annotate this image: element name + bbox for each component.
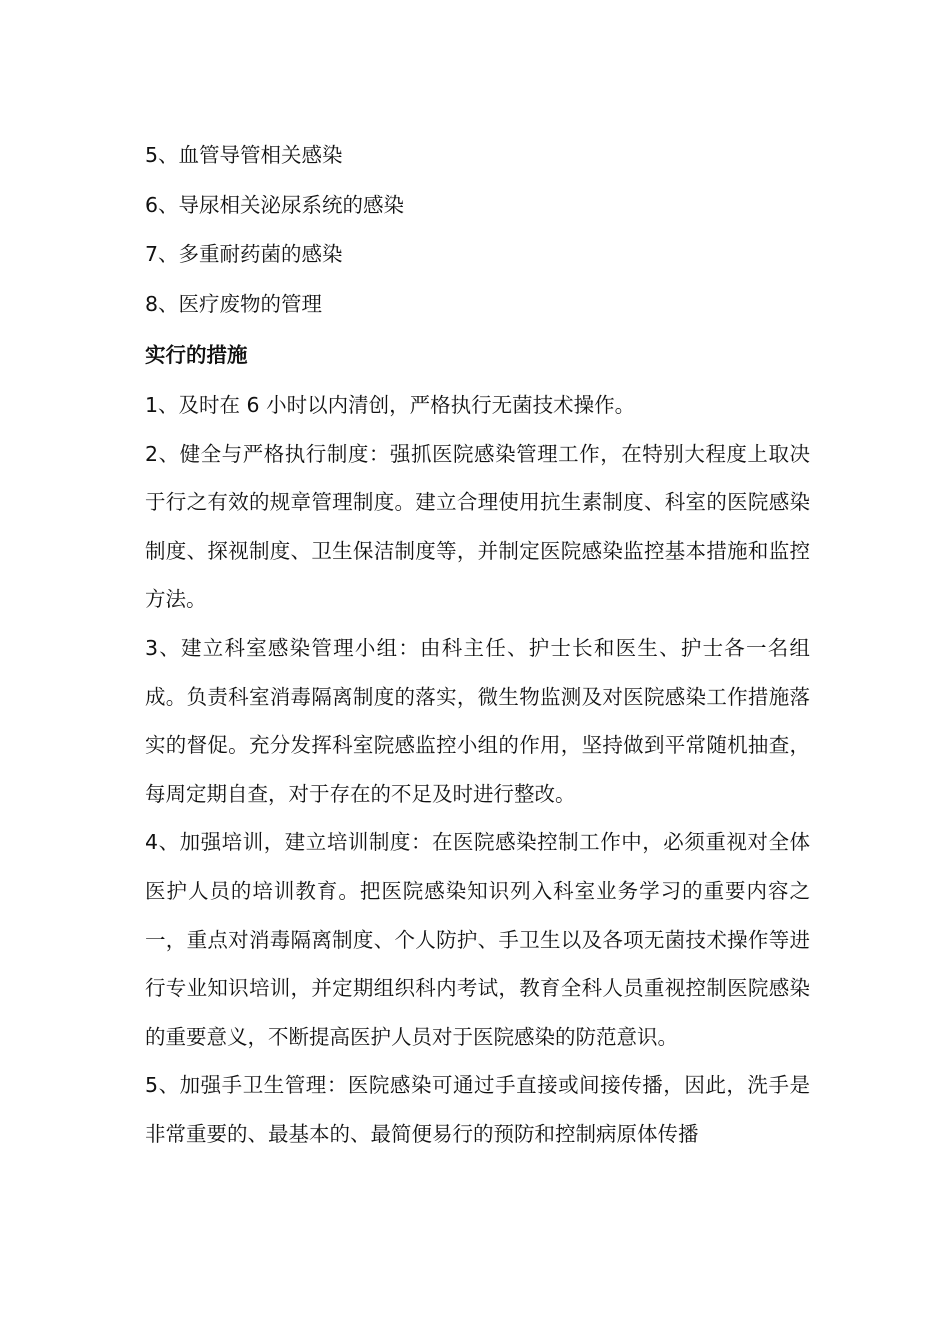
document-body (145, 131, 810, 1159)
measure-paragraph-1: 1、及时在 6 小时以内清创，严格执行无菌技术操作。 (145, 393, 636, 417)
section-heading: 实行的措施 (145, 343, 248, 367)
list-item-6: 6、导尿相关泌尿系统的感染 (145, 192, 405, 217)
list-item-7: 7、多重耐药菌的感染 (145, 242, 343, 266)
measure-paragraph-2: 2、健全与严格执行制度：强抓医院感染管理工作，在特别大程度上取决于行之有效的规章管理制度。建立合理使用抗生素制度、科室的医院感染制度、探视制度、卫生保洁制度等，并制定医院感染监控基本措施和监控方法。 (145, 441, 810, 612)
list-item-8: 8、医疗废物的管理 (145, 291, 323, 316)
measure-paragraph-3: 3、建立科室感染管理小组：由科主任、护士长和医生、护士各一名组成。负责科室消毒隔离制度的落实，微生物监测及对医院感染工作措施落实的督促。充分发挥科室院感监控小组的作用，坚持做到平常随机抽查，每周定期自查，对于存在的不足及时进行整改。 (145, 635, 810, 806)
measure-paragraph-5: 5、加强手卫生管理：医院感染可通过手直接或间接传播，因此，洗手是非常重要的、最基本的、最简便易行的预防和控制病原体传播 (145, 1073, 810, 1146)
list-item-5: 5、血管导管相关感染 (145, 143, 343, 167)
measure-paragraph-4: 4、加强培训，建立培训制度：在医院感染控制工作中，必须重视对全体医护人员的培训教育。把医院感染知识列入科室业务学习的重要内容之一，重点对消毒隔离制度、个人防护、手卫生以及各项无菌技术操作等进行专业知识培训，并定期组织科内考试，教育全科人员重视控制医院感染的重要意义，不断提高医护人员对于医院感染的防范意识。 (145, 830, 810, 1049)
